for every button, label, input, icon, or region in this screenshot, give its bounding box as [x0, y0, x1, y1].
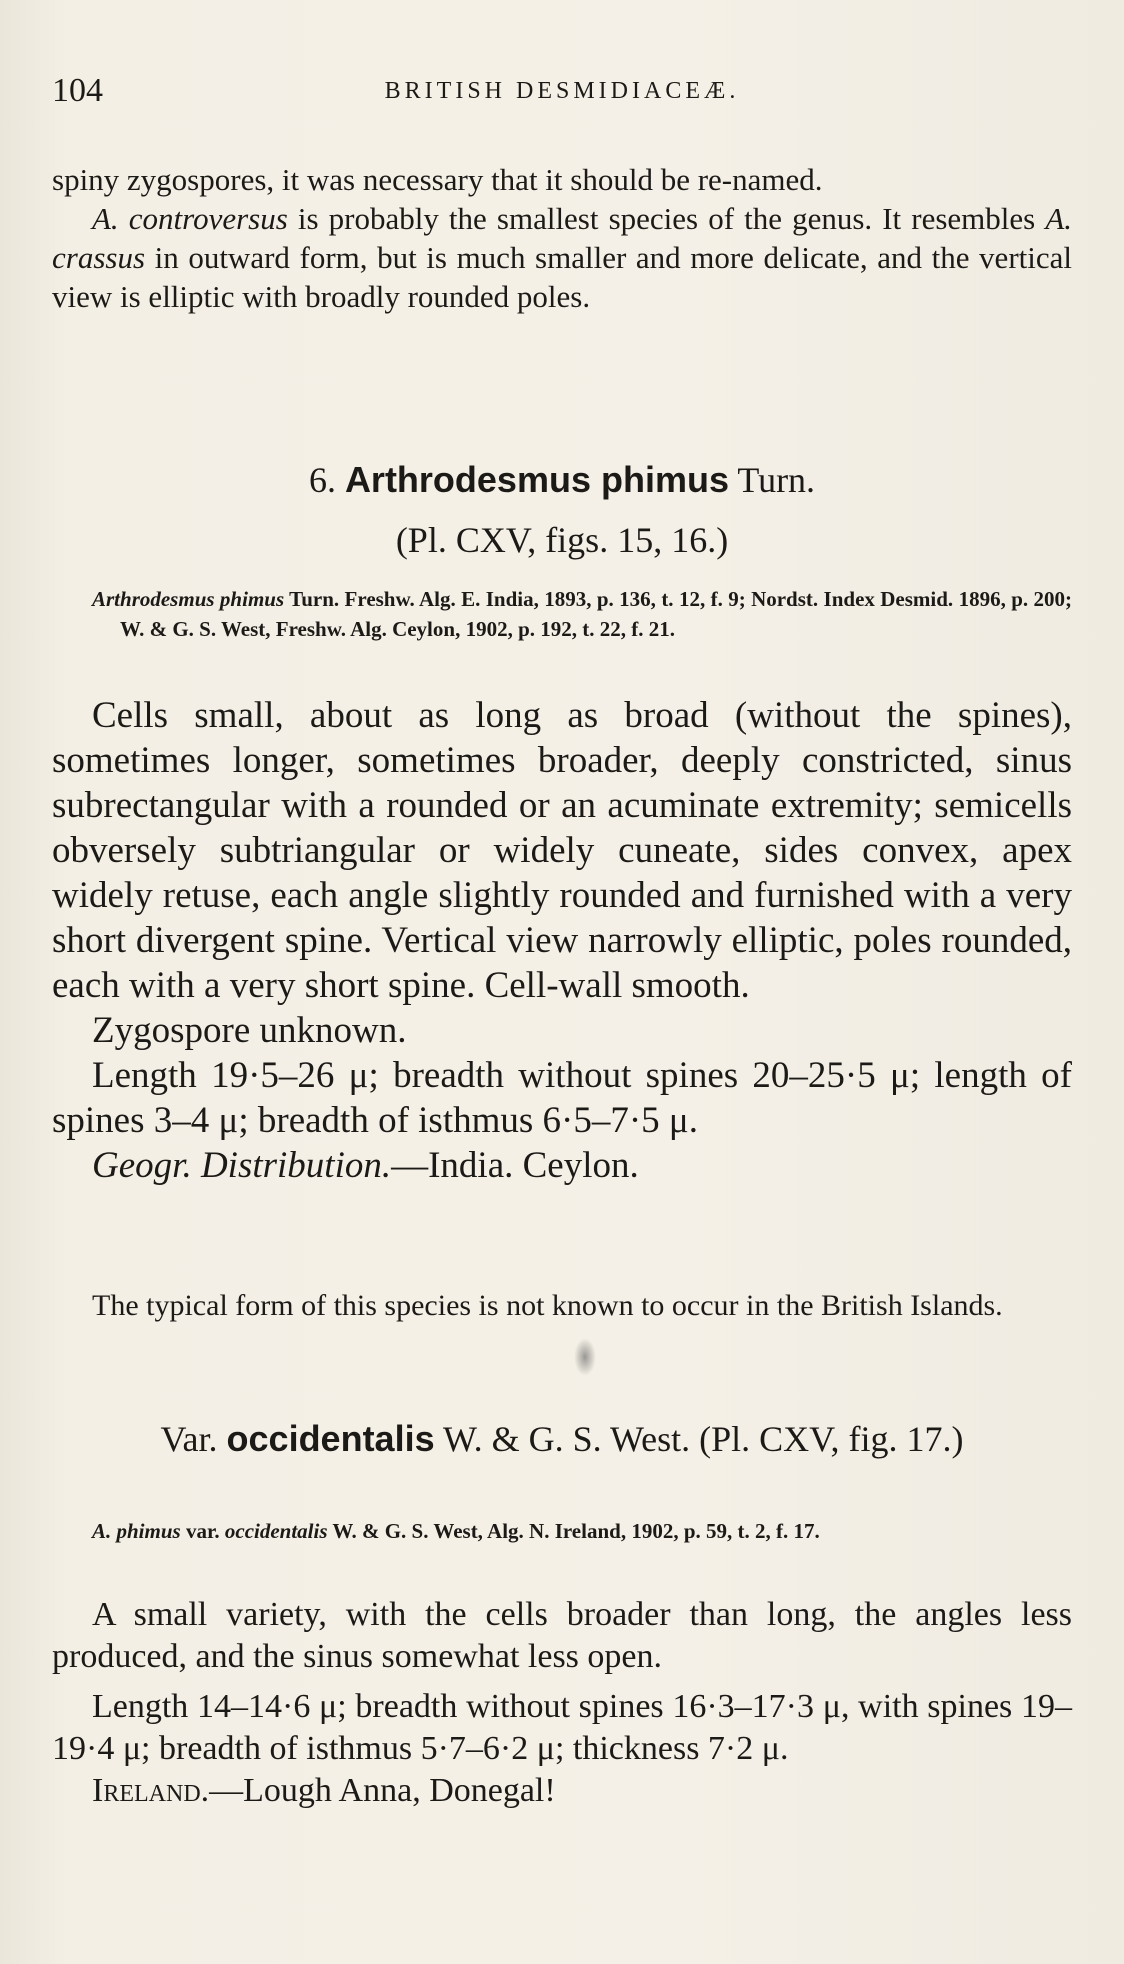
variety-locality-line: [52, 1770, 1072, 1812]
intro-text-a: is probably the smallest species of the genus. It resembles: [287, 201, 1046, 236]
running-title: BRITISH DESMIDIACEÆ.: [384, 78, 740, 104]
variety-title: [52, 1416, 1072, 1462]
variety-references: [52, 1516, 1072, 1546]
variety-description-text: A small variety, with the cells broader than long, the angles less produced, and the sinus somewhat less open.: [52, 1596, 1072, 1675]
variety-ref-citations: W. & G. S. West, Alg. N. Ireland, 1902, p. 59, t. 2, f. 17.: [332, 1519, 820, 1543]
intro-paragraph: [52, 199, 1072, 316]
variety-ref-var: occidentalis: [224, 1519, 328, 1543]
variety-plate: (Pl. CXV, fig. 17.): [699, 1419, 964, 1459]
note-text: The typical form of this species is not known to occur in the British Islands.: [92, 1289, 1003, 1322]
description-text: Cells small, about as long as broad (without the spines), sometimes longer, sometimes broader, deeply constricted, sinus subrectangular with a rounded or an acuminate extremity; semicells obversely subtriangular or widely cuneate, sides convex, apex widely retuse, each angle slightly rounded and furnished with a very short divergent spine. Vertical view narrowly elliptic, poles rounded, each with a very short spine. Cell-wall smooth.: [52, 695, 1072, 1006]
dimensions-text: Length 19·5–26 μ; breadth without spines 20–25·5 μ; length of spines 3–4 μ; breadth of isthmus 6·5–7·5 μ.: [52, 1055, 1072, 1141]
intro-text-b: in outward form, but is much smaller and more delicate, and the vertical view is elliptic with broadly rounded poles.: [52, 240, 1072, 314]
species-name: Arthrodesmus phimus: [344, 459, 729, 500]
species-number: 6.: [308, 460, 336, 500]
intro-line: spiny zygospores, it was necessary that it should be re-named.: [52, 162, 823, 197]
species-ref-controversus: A. controversus: [92, 201, 288, 236]
variety-heading: [52, 1416, 1072, 1462]
ref-species-name: Arthrodesmus phimus: [92, 587, 285, 611]
locality-text: —Lough Anna, Donegal!: [209, 1772, 556, 1809]
variety-ref-mid: var.: [185, 1519, 220, 1543]
locality-label: Ireland.: [92, 1772, 210, 1809]
variety-name: occidentalis: [226, 1418, 435, 1459]
zygospore-text: Zygospore unknown.: [92, 1010, 407, 1051]
distribution-label: Geogr. Distribution.: [92, 1145, 392, 1186]
species-ref-crassus: A. crassus: [52, 201, 1072, 275]
variety-reference-text: [52, 1516, 1072, 1546]
species-author: Turn.: [737, 460, 816, 500]
reference-text: [52, 584, 1072, 644]
variety-author: W. & G. S. West.: [442, 1419, 691, 1459]
species-references: [52, 584, 1072, 644]
ink-smudge: [574, 1338, 596, 1376]
page-header: [52, 72, 1072, 122]
distribution-line: [52, 1143, 1072, 1188]
species-plate: (Pl. CXV, figs. 15, 16.): [395, 520, 729, 560]
variety-ref-name: A. phimus: [92, 1519, 181, 1543]
species-title: [52, 450, 1072, 510]
species-heading: [52, 450, 1072, 570]
variety-prefix: Var.: [160, 1419, 218, 1459]
species-description: [52, 693, 1072, 1188]
species-note: [52, 1290, 1072, 1322]
intro-section: [52, 160, 1072, 316]
variety-description: [52, 1594, 1072, 1812]
variety-dimensions-text: Length 14–14·6 μ; breadth without spines 16·3–17·3 μ, with spines 19–19·4 μ; breadth of isthmus 5·7–6·2 μ; thickness 7·2 μ.: [52, 1688, 1072, 1767]
ref-citations: Turn. Freshw. Alg. E. India, 1893, p. 136, t. 12, f. 9; Nordst. Index Desmid. 1896, p. 200; W. & G. S. West, Freshw. Alg. Ceylon, 1902, p. 192, t. 22, f. 21.: [120, 587, 1073, 641]
page-number: 104: [52, 72, 103, 109]
distribution-text: —India. Ceylon.: [391, 1145, 639, 1186]
